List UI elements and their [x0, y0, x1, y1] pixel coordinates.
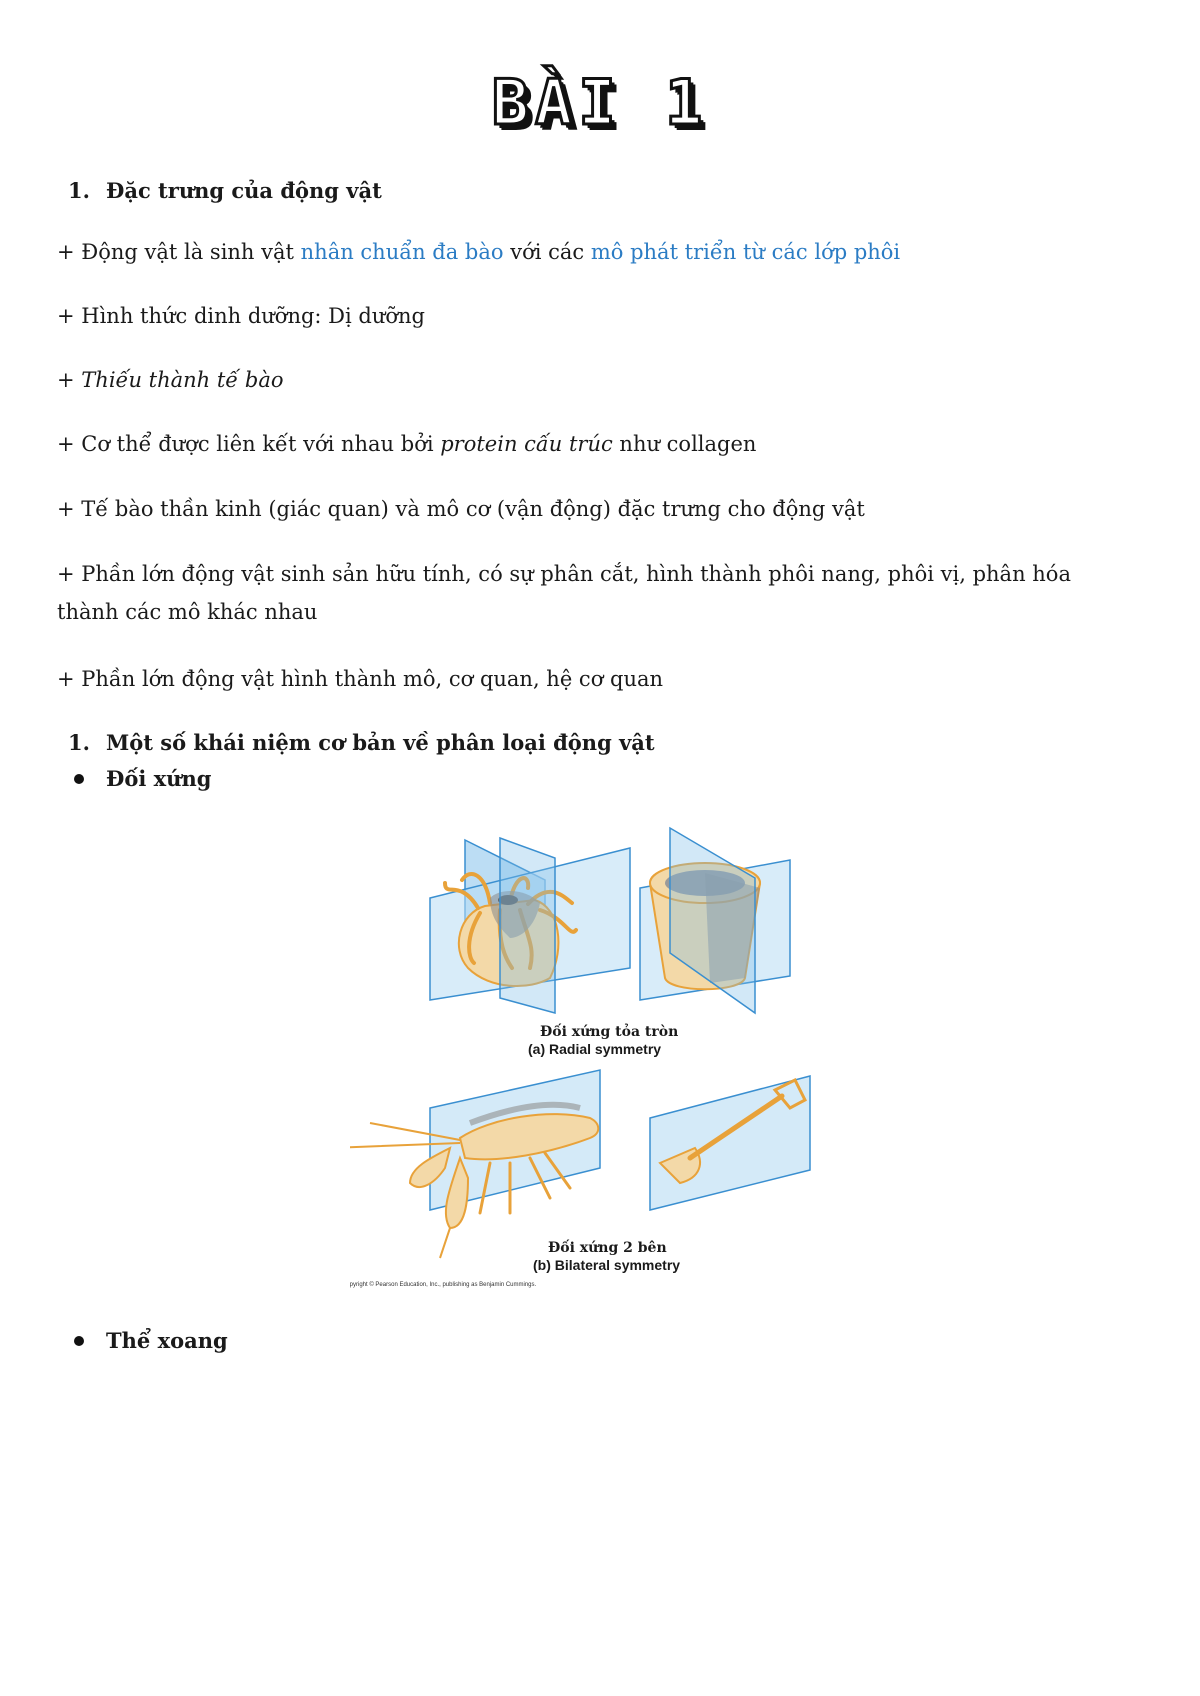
figure-copyright: Copyright © Pearson Education, Inc., publishing as Benjamin Cummings.	[350, 1282, 537, 1288]
paragraph-2: + Hình thức dinh dưỡng: Dị dưỡng	[57, 304, 425, 328]
bullet-dot-icon	[74, 1336, 84, 1346]
section-heading-2	[68, 730, 655, 755]
section-heading-text: Đặc trưng của động vật	[106, 178, 382, 203]
paragraph-6: + Phần lớn động vật sinh sản hữu tính, có sự phân cắt, hình thành phôi nang, phôi vị, phân hóa thành các mô khác nhau	[57, 562, 1071, 624]
paragraph-4	[57, 425, 1117, 463]
sea-anemone-illustration	[430, 838, 630, 1013]
bullet-item	[74, 1328, 228, 1353]
bilateral-label-vi: Đối xứng 2 bên	[548, 1240, 667, 1256]
text: với các	[503, 240, 591, 264]
text: +	[57, 368, 82, 392]
text: như collagen	[612, 432, 757, 456]
bullet-text: Thể xoang	[106, 1328, 228, 1353]
bilateral-label-en: (b) Bilateral symmetry	[533, 1257, 681, 1273]
symmetry-illustration	[350, 818, 870, 1298]
symmetry-figure	[350, 818, 870, 1298]
italic-text: protein cấu trúc	[440, 432, 613, 456]
radial-label-vi: Đối xứng tỏa tròn	[540, 1024, 679, 1040]
flower-pot-illustration	[640, 828, 790, 1013]
bullet-item	[74, 766, 211, 791]
section-heading-text: Một số khái niệm cơ bản về phân loại động vật	[106, 730, 655, 755]
paragraph-3	[57, 361, 1117, 399]
paragraph-7: + Phần lớn động vật hình thành mô, cơ quan, hệ cơ quan	[57, 667, 664, 691]
text: + Động vật là sinh vật	[57, 240, 301, 264]
section-heading-1	[68, 178, 382, 203]
lobster-illustration	[350, 1070, 600, 1258]
section-number: 1.	[68, 730, 90, 755]
bullet-dot-icon	[74, 774, 84, 784]
paragraph-5: + Tế bào thần kinh (giác quan) và mô cơ (vận động) đặc trưng cho động vật	[57, 497, 865, 521]
bullet-text: Đối xứng	[106, 766, 212, 791]
text: + Cơ thể được liên kết với nhau bởi	[57, 432, 441, 456]
paragraph-1	[57, 233, 1117, 271]
section-number: 1.	[68, 178, 90, 203]
page-title: BÀI 1	[491, 66, 709, 139]
highlight-text: mô phát triển từ các lớp phôi	[590, 240, 901, 264]
shovel-illustration	[650, 1076, 810, 1210]
italic-text: Thiếu thành tế bào	[81, 368, 284, 392]
highlight-text: nhân chuẩn đa bào	[300, 240, 504, 264]
radial-label-en: (a) Radial symmetry	[528, 1041, 662, 1057]
